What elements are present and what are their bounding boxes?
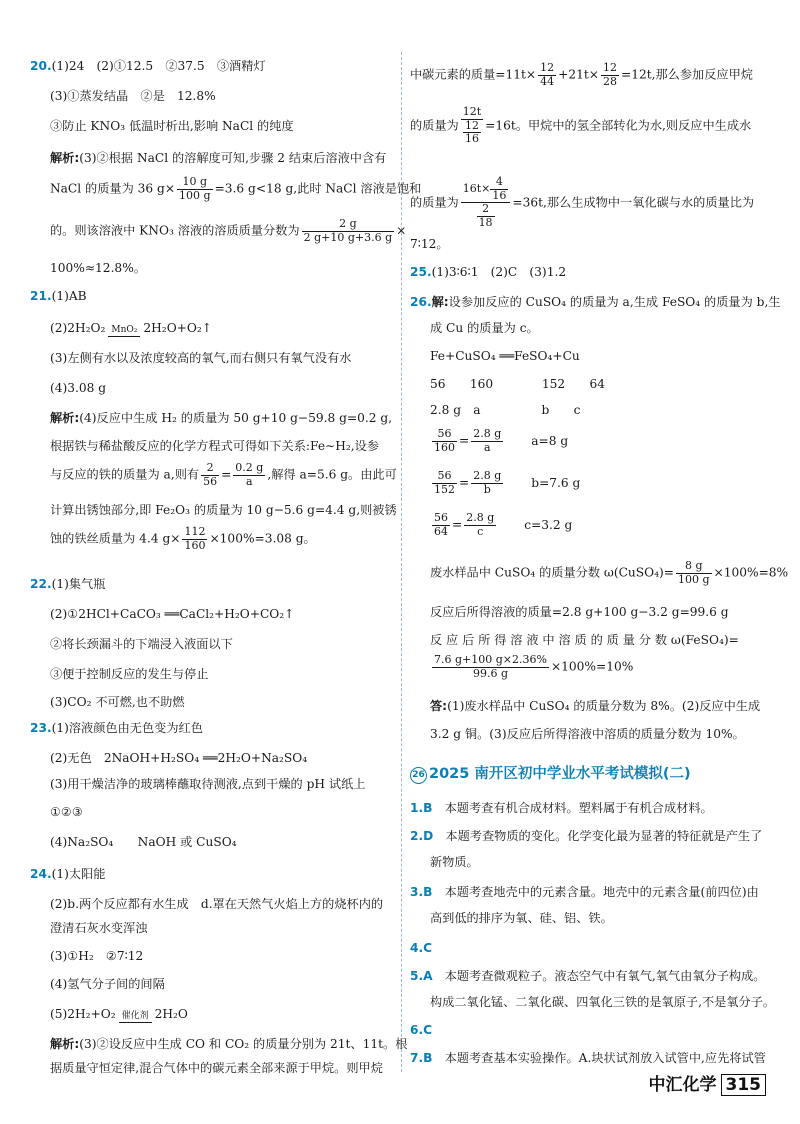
solution-text: ×100%=8%: [713, 565, 789, 580]
m3-line1: [410, 884, 759, 902]
question-number: 6.C: [410, 1023, 433, 1037]
brand-label: 中汇化学: [648, 1075, 717, 1095]
answer-text: (4)3.08 g: [50, 381, 107, 395]
fraction: [177, 176, 213, 202]
solution-text: 成 Cu 的质量为 c。: [430, 321, 539, 335]
m3-line2: [410, 910, 613, 928]
analysis-label: 解析:: [50, 411, 80, 425]
analysis-text: =: [221, 467, 232, 482]
answer-text: ③便于控制反应的发生与停止: [50, 667, 209, 681]
fraction: [432, 428, 457, 454]
fraction-numerator: 56: [432, 428, 457, 442]
analysis-text: 100%≈12.8%。: [50, 261, 146, 275]
fraction-numerator: 7.6 g+100 g×2.36%: [434, 653, 547, 666]
solution-label: 解:: [431, 295, 449, 309]
answer-text: 本题考查有机合成材料。塑料属于有机合成材料。: [432, 801, 713, 815]
q22-line3: [30, 636, 233, 654]
q21-exp2: [30, 438, 379, 456]
answer-text: (4)Na₂SO₄ NaOH 或 CuSO₄: [50, 835, 237, 849]
q24-cont-line4: [410, 236, 449, 254]
q21-exp3: [30, 462, 397, 488]
reaction-arrow: [108, 326, 140, 337]
question-number: 25.: [410, 265, 432, 279]
fraction-denominator: 28: [603, 74, 617, 88]
q20-line3: [30, 118, 294, 136]
fraction: [601, 62, 619, 88]
answer-text: 本题考查基本实验操作。A.块状试剂放入试管中,应先将试管: [432, 1051, 766, 1065]
fraction-denominator: [461, 203, 511, 229]
q23-line1: [30, 720, 203, 738]
fraction: [471, 470, 503, 496]
answer-text: 构成二氧化锰、二氧化碳、四氧化三铁的是氧原子,不是氧分子。: [430, 995, 776, 1009]
answer-text: 本题考查物质的变化。化学变化最为显著的特征就是产生了: [433, 829, 763, 843]
fraction-denominator: 99.6 g: [472, 666, 508, 680]
analysis-text: 的质量为: [410, 195, 459, 210]
fraction-numerator: 0.2 g: [235, 461, 264, 474]
q24-exp2: [30, 1060, 383, 1078]
q23-line5: [30, 834, 237, 852]
question-number: 4.C: [410, 941, 433, 955]
catalyst-label: 催化剂: [119, 1012, 152, 1023]
equation-text: 2H₂O: [154, 1007, 188, 1021]
section-title: 2025 南开区初中学业水平考试模拟(二): [429, 766, 691, 782]
analysis-label: 解析:: [50, 151, 80, 165]
solution-text: 反 应 后 所 得 溶 液 中 溶 质 的 质 量 分 数 ω(FeSO₄)=: [430, 633, 739, 647]
solution-text: 2.8 g a b c: [430, 403, 581, 417]
question-number: 24.: [30, 867, 52, 881]
q20-exp2: [30, 176, 421, 202]
q22-line2: [30, 606, 294, 624]
q26-ans2: [410, 726, 745, 744]
answer-text: (1)3∶6∶1 (2)C (3)1.2: [431, 265, 567, 279]
q21-exp4: [30, 502, 397, 520]
fraction-denominator: 160: [184, 538, 206, 552]
analysis-text: (3)②根据 NaCl 的溶解度可知,步骤 2 结束后溶液中含有: [79, 151, 387, 165]
q22-line1: [30, 576, 105, 594]
m5-line2: [410, 994, 775, 1012]
equation-text: Fe+CuSO₄ ══FeSO₄+Cu: [430, 349, 580, 363]
q20-exp1: [30, 150, 386, 168]
q24-line6: [30, 1006, 188, 1024]
analysis-text: 根据铁与稀盐酸反应的化学方程式可得如下关系:Fe∼H₂,设参: [50, 439, 380, 453]
column-divider: [401, 52, 402, 1072]
answer-text: 澄清石灰水变浑浊: [50, 921, 148, 935]
q24-line4: [30, 948, 143, 966]
fraction: [676, 560, 712, 586]
q26-line1: [410, 294, 781, 312]
solution-text: 反应后所得溶液的质量=2.8 g+100 g−3.2 g=99.6 g: [430, 605, 729, 619]
q24-cont-line1: [410, 62, 753, 88]
fraction-denominator: b: [483, 482, 491, 496]
solution-text: 56 160 152 64: [430, 377, 606, 391]
fraction-denominator: 152: [434, 482, 455, 496]
analysis-text: 据质量守恒定律,混合气体中的碳元素全部来源于甲烷。则甲烷: [50, 1061, 383, 1075]
fraction-denominator: c: [477, 524, 484, 538]
analysis-text: ×100%=3.08 g。: [209, 531, 316, 546]
q26-ratio1: $\frac{56}{160}$ = $\frac{2.8 g}{a}$ a=8 g: [434, 427, 569, 454]
q22-line5: [30, 694, 185, 712]
inner-fraction: [477, 203, 495, 229]
analysis-text: 蚀的铁丝质量为 4.4 g×: [50, 531, 181, 546]
equation-text: (5)2H₂+O₂: [50, 1007, 116, 1021]
q24-line5: [30, 976, 165, 994]
answer-text: (1)废水样品中 CuSO₄ 的质量分数为 8%。(2)反应中生成: [447, 699, 761, 713]
m2-line1: [410, 828, 762, 846]
q26-vars: [410, 402, 580, 420]
answer-text: (3)用干燥洁净的玻璃棒蘸取待测液,点到干燥的 pH 试纸上: [50, 777, 366, 791]
fraction-denominator: 16: [492, 188, 507, 202]
catalyst-label: MnO₂: [108, 326, 140, 337]
q26-w1: [410, 560, 788, 586]
analysis-text: =16t。甲烷中的氢全部转化为水,则反应中生成水: [485, 118, 752, 133]
analysis-text: =12t,那么参加反应甲烷: [621, 67, 753, 82]
section-number-badge: 26: [410, 767, 427, 784]
fraction: [302, 218, 395, 244]
q21-line4: [30, 380, 106, 398]
q21-line3: [30, 350, 351, 368]
result-text: c=3.2 g: [524, 517, 573, 532]
answer-text: (3)①H₂ ②7∶12: [50, 949, 144, 963]
answer-text: (1)24 (2)①12.5 ②37.5 ③酒精灯: [51, 59, 266, 73]
fraction-numerator: 12: [464, 118, 479, 132]
inner-fraction: [463, 120, 481, 146]
analysis-text: =36t,那么生成物中一氧化碳与水的质量比为: [512, 195, 755, 210]
fraction-denominator: 2 g+10 g+3.6 g: [303, 230, 393, 244]
page-number: 315: [721, 1074, 767, 1096]
q20-exp3: [30, 218, 406, 244]
fraction: [464, 512, 496, 538]
question-number: 1.B: [410, 801, 433, 815]
m5-line1: [410, 968, 765, 986]
answer-text: ②将长颈漏斗的下端浸入液面以下: [50, 637, 233, 651]
fraction-denominator: 160: [434, 440, 455, 454]
equation-text: (2)2H₂O₂: [50, 321, 106, 335]
fraction-numerator: 10 g: [177, 176, 213, 190]
analysis-text: =3.6 g<18 g,此时 NaCl 溶液是饱和: [214, 181, 422, 196]
q26-ans1: [410, 698, 760, 716]
answer-text: 新物质。: [430, 855, 479, 869]
question-number: 22.: [30, 577, 52, 591]
m7-line1: [410, 1050, 766, 1068]
m6-line1: [410, 1022, 432, 1040]
compound-fraction: [461, 106, 483, 146]
fraction-numerator: 2: [201, 462, 219, 476]
q24-exp1: [30, 1036, 407, 1054]
answer-text: 本题考查地壳中的元素含量。地壳中的元素含量(前四位)由: [432, 885, 759, 899]
fraction-denominator: [461, 120, 483, 146]
q24-cont-line3: [410, 176, 754, 230]
fraction-denominator: a: [246, 474, 253, 488]
answer-text: (2)b.两个反应都有水生成 d.罩在天然气火焰上方的烧杯内的: [50, 897, 384, 911]
solution-text: 废水样品中 CuSO₄ 的质量分数 ω(CuSO₄)=: [430, 565, 674, 580]
q21-exp1: [30, 410, 392, 428]
analysis-text: 计算出锈蚀部分,即 Fe₂O₃ 的质量为 10 g−5.6 g=4.4 g,则被锈: [50, 503, 397, 517]
section-heading: [410, 764, 691, 785]
analysis-text: (4)反应中生成 H₂ 的质量为 50 g+10 g−59.8 g=0.2 g,: [79, 411, 393, 425]
equation-text: (2)①2HCl+CaCO₃ ══CaCl₂+H₂O+CO₂↑: [50, 607, 295, 621]
analysis-text: (3)②设反应中生成 CO 和 CO₂ 的质量分别为 21t、11t。根: [79, 1037, 408, 1051]
q24-line2: [30, 896, 383, 914]
analysis-text: 7∶12。: [410, 237, 449, 251]
fraction-numerator: 112: [184, 525, 206, 538]
result-text: a=8 g: [531, 433, 569, 448]
solution-text: 设参加反应的 CuSO₄ 的质量为 a,生成 FeSO₄ 的质量为 b,生: [448, 295, 781, 309]
m4-line1: [410, 940, 432, 958]
question-number: 5.A: [410, 969, 433, 983]
answer-text: (1)太阳能: [51, 867, 106, 881]
fraction: [201, 462, 219, 488]
fraction-denominator: 44: [540, 74, 555, 88]
fraction-denominator: 16: [464, 132, 479, 146]
fraction-denominator: 100 g: [179, 188, 211, 202]
q21-line2: [30, 320, 212, 338]
result-text: b=7.6 g: [531, 475, 581, 490]
answer-text: (1)溶液颜色由无色变为红色: [51, 721, 203, 735]
q26-w4: [410, 654, 633, 680]
fraction: [432, 512, 450, 538]
analysis-text: +21t×: [558, 67, 599, 82]
q23-line4: [30, 804, 83, 822]
fraction-numerator: 12: [603, 61, 617, 74]
fraction: [182, 526, 207, 552]
fraction: [432, 654, 549, 680]
fraction-numerator: 12t: [462, 105, 482, 118]
q20-exp4: [30, 260, 146, 278]
q21-exp5: [30, 526, 316, 552]
fraction-numerator: 2 g: [302, 218, 395, 232]
equation-text: (2)无色 2NaOH+H₂SO₄ ══2H₂O+Na₂SO₄: [50, 751, 308, 765]
reaction-arrow: [119, 1012, 152, 1023]
analysis-text: NaCl 的质量为 36 g×: [50, 181, 176, 196]
fraction-denominator: a: [483, 440, 491, 454]
fraction: [471, 428, 503, 454]
fraction-numerator: 12: [540, 61, 555, 74]
answer-text: (4)氢气分子间的间隔: [50, 977, 165, 991]
fraction-numerator: [461, 176, 511, 203]
m1-line1: [410, 800, 713, 818]
q24-line3: [30, 920, 148, 938]
fraction-numerator: 2.8 g: [466, 511, 495, 524]
q26-ratio3: $\frac{56}{64}$ = $\frac{2.8 g}{c}$ c=3.2 g: [434, 511, 573, 538]
q24-cont-line2: [410, 106, 751, 146]
q23-line3: [30, 776, 365, 794]
q26-line2: [410, 320, 539, 338]
answer-text: (3)左侧有水以及浓度较高的氧气,而右侧只有氧气没有水: [50, 351, 352, 365]
q24-line1: [30, 866, 105, 884]
compound-fraction: [461, 176, 511, 230]
fraction: [432, 470, 457, 496]
inner-fraction: [490, 176, 508, 202]
fraction-denominator: 56: [203, 474, 218, 488]
equation-text: 2H₂O+O₂↑: [143, 321, 212, 335]
analysis-text: ×: [396, 223, 407, 238]
answer-text: 高到低的排序为氧、硅、铝、铁。: [430, 911, 613, 925]
answer-label: 答:: [430, 699, 448, 713]
analysis-text: 的。则该溶液中 KNO₃ 溶液的溶质质量分数为: [50, 223, 300, 238]
answer-text: ③防止 KNO₃ 低温时析出,影响 NaCl 的纯度: [50, 119, 294, 133]
fraction-numerator: 56: [434, 511, 448, 524]
solution-text: ×100%=10%: [550, 659, 634, 674]
answer-text: (3)①蒸发结晶 ②是 12.8%: [50, 89, 216, 103]
q22-line4: [30, 666, 208, 684]
q26-masses: [410, 376, 605, 394]
question-number: 21.: [30, 289, 52, 303]
fraction: [538, 62, 556, 88]
question-number: 3.B: [410, 885, 433, 899]
fraction-denominator: 64: [434, 524, 448, 538]
analysis-text: 中碳元素的质量=11t×: [410, 67, 537, 82]
question-number: 20.: [30, 59, 52, 73]
answer-text: (3)CO₂ 不可燃,也不助燃: [50, 695, 185, 709]
fraction-denominator: 18: [478, 215, 493, 229]
q23-line2: [30, 750, 307, 768]
q20-line1: [30, 58, 266, 76]
answer-text: (1)AB: [51, 289, 87, 303]
q26-w3: [410, 632, 739, 650]
m2-line2: [410, 854, 479, 872]
question-number: 2.D: [410, 829, 434, 843]
q20-line2: [30, 88, 216, 106]
q26-eq: [410, 348, 580, 366]
answer-text: 本题考查微观粒子。液态空气中有氧气,氧气由氧分子构成。: [432, 969, 766, 983]
answer-text: (1)集气瓶: [51, 577, 106, 591]
fraction-numerator: 2: [477, 203, 495, 217]
fraction-denominator: 100 g: [677, 572, 710, 586]
fraction: [233, 462, 265, 488]
q25-line1: [410, 264, 566, 282]
analysis-text: ,解得 a=5.6 g。由此可: [267, 467, 397, 482]
q26-w2: [410, 604, 729, 622]
question-number: 23.: [30, 721, 52, 735]
fraction-numerator: 2.8 g: [473, 427, 502, 440]
question-number: 26.: [410, 295, 432, 309]
analysis-label: 解析:: [50, 1037, 80, 1051]
fraction-numerator: 56: [432, 470, 457, 484]
fraction-numerator: 8 g: [676, 560, 712, 574]
answer-text: ①②③: [50, 805, 83, 819]
page-footer: [649, 1070, 767, 1096]
answer-text: 3.2 g 铜。(3)反应后所得溶液中溶质的质量分数为 10%。: [430, 727, 745, 741]
q21-line1: [30, 288, 87, 306]
analysis-text: 的质量为: [410, 118, 459, 133]
q26-ratio2: $\frac{56}{152}$ = $\frac{2.8 g}{b}$ b=7.6 g: [434, 469, 581, 496]
fraction-text: 16t×: [462, 182, 491, 196]
analysis-text: 与反应的铁的质量为 a,则有: [50, 467, 200, 482]
question-number: 7.B: [410, 1051, 433, 1065]
fraction-numerator: 2.8 g: [473, 469, 502, 482]
fraction-numerator: 4: [490, 176, 508, 190]
